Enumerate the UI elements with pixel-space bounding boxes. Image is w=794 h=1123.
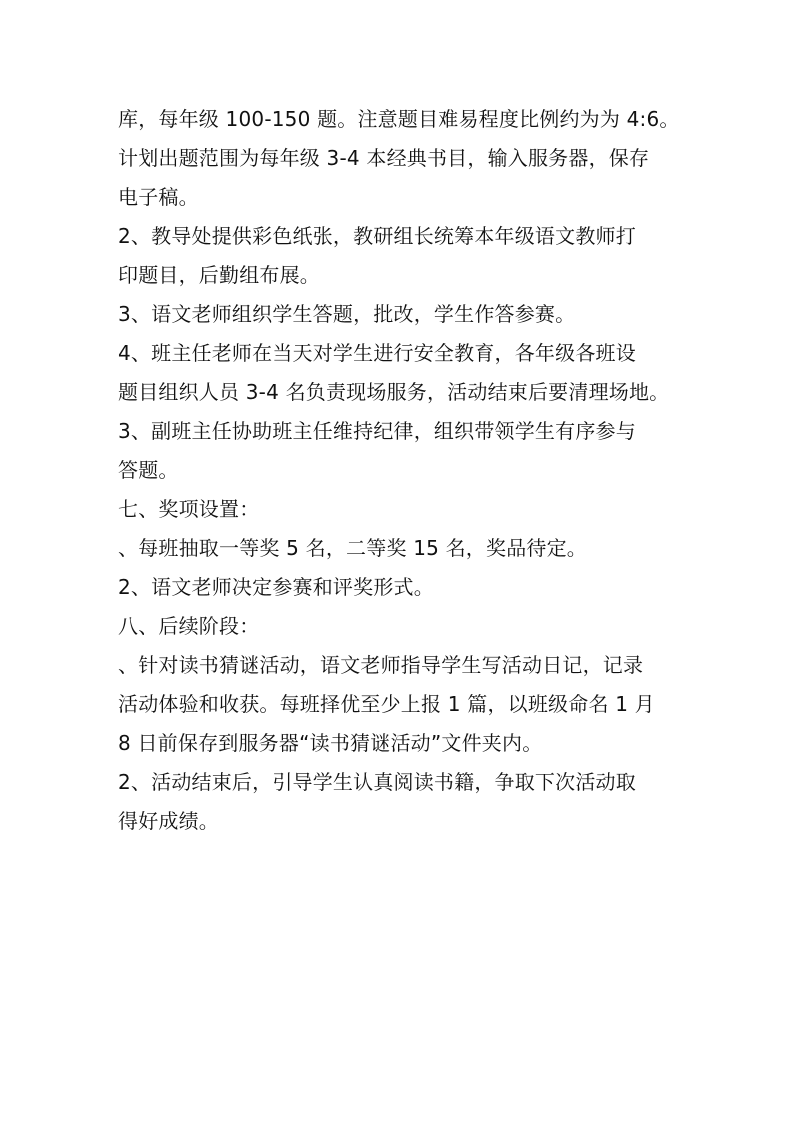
text-line: 活动体验和收获。每班择优至少上报 1 篇，以班级命名 1 月 (118, 692, 655, 716)
text-line: 、针对读书猜谜活动，语文老师指导学生写活动日记，记录 (118, 653, 644, 677)
text-line: 得好成绩。 (118, 809, 219, 833)
text-line: 计划出题范围为每年级 3-4 本经典书目，输入服务器，保存 (118, 146, 650, 170)
document-body (118, 100, 698, 841)
text-line: 印题目，后勤组布展。 (118, 263, 320, 287)
text-line: 2、语文老师决定参赛和评奖形式。 (118, 575, 434, 599)
text-line: 4、班主任老师在当天对学生进行安全教育，各年级各班设 (118, 341, 636, 365)
text-line: 、每班抽取一等奖 5 名，二等奖 15 名，奖品待定。 (118, 536, 588, 560)
text-line: 题目组织人员 3-4 名负责现场服务，活动结束后要清理场地。 (118, 380, 670, 404)
text-line: 3、语文老师组织学生答题，批改，学生作答参赛。 (118, 302, 576, 326)
text-line: 答题。 (118, 458, 179, 482)
text-line: 3、副班主任协助班主任维持纪律，组织带领学生有序参与 (118, 419, 636, 443)
text-line: 2、活动结束后，引导学生认真阅读书籍，争取下次活动取 (118, 770, 636, 794)
text-line: 8 日前保存到服务器“读书猜谜活动”文件夹内。 (118, 731, 543, 755)
text-line: 2、教导处提供彩色纸张，教研组长统筹本年级语文教师打 (118, 224, 636, 248)
text-line: 库，每年级 100-150 题。注意题目难易程度比例约为为 4:6。 (118, 107, 680, 131)
section-heading: 八、后续阶段： (118, 614, 260, 638)
text-line: 电子稿。 (118, 185, 199, 209)
section-heading: 七、奖项设置： (118, 497, 260, 521)
